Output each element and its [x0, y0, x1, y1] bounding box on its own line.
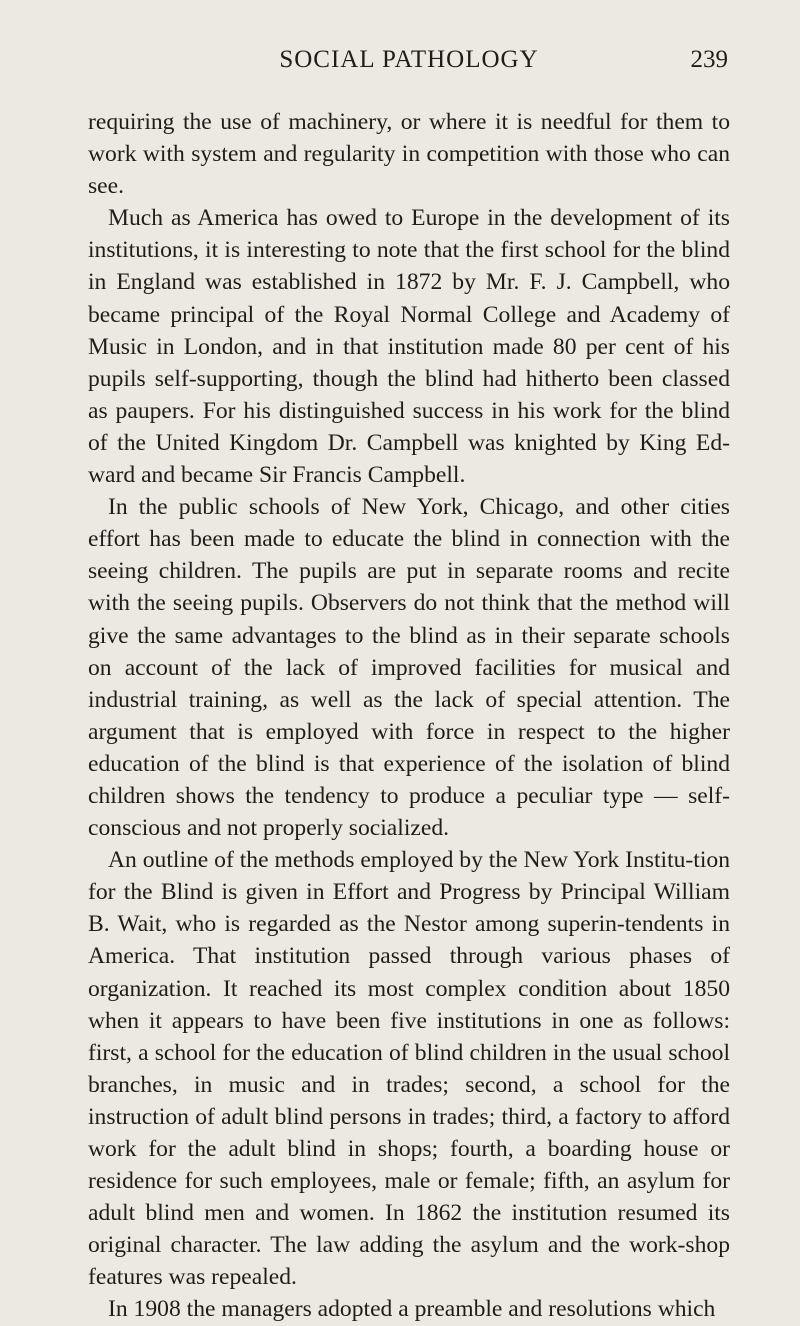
paragraph-public-schools: In the public schools of New York, Chicago, and other cities effort has been made to educate the blind in connection with the seeing children. The pupils are put in separate rooms and recite with the seeing pupils. Observers do not think that the method will give the same advantages to the blind as in their separate schools on account of the lack of improved facilities for musical and industrial training, as well as the lack of special attention. The argument that is employed with force in respect to the higher education of the blind is that experience of the isolation of blind children shows the tendency to produce a peculiar type — self-conscious and not properly socialized. — [88, 494, 730, 842]
paragraph-new-york-institution: An outline of the methods employed by the New York Institu-tion for the Blind is given in Effort and Progress by Principal William B. Wait, who is regarded as the Nestor among superin-tendents in America. That institution passed through various phases of organization. It reached its most complex condition about 1850 when it appears to have been five institutions in one as follows: first, a school for the education of blind children in the usual school branches, in music and in trades; second, a school for the instruction of adult blind persons in trades; third, a factory to afford work for the adult blind in shops; fourth, a boarding house or residence for such employees, male or female; fifth, an asylum for adult blind men and women. In 1862 the institution resumed its original character. The law adding the asylum and the work-shop features was repealed. — [88, 847, 730, 1291]
running-head — [88, 46, 730, 80]
paragraph-1908-managers: In 1908 the managers adopted a preamble and resolutions which — [108, 1296, 716, 1323]
paragraph-continued: requiring the use of machinery, or where it is needful for them to work with system and regularity in competition with those who can see. — [88, 109, 730, 200]
running-title: SOCIAL PATHOLOGY — [279, 46, 539, 73]
body-text — [88, 106, 730, 1326]
paragraph-campbell: Much as America has owed to Europe in the development of its institutions, it is interesting to note that the first school for the blind in England was established in 1872 by Mr. F. J. Campbell, who became principal of the Royal Normal College and Academy of Music in London, and in that institution made 80 per cent of his pupils self-supporting, though the blind had hitherto been classed as paupers. For his distinguished success in his work for the blind of the United Kingdom Dr. Campbell was knighted by King Ed-ward and became Sir Francis Campbell. — [88, 205, 730, 489]
page-number: 239 — [690, 46, 728, 73]
